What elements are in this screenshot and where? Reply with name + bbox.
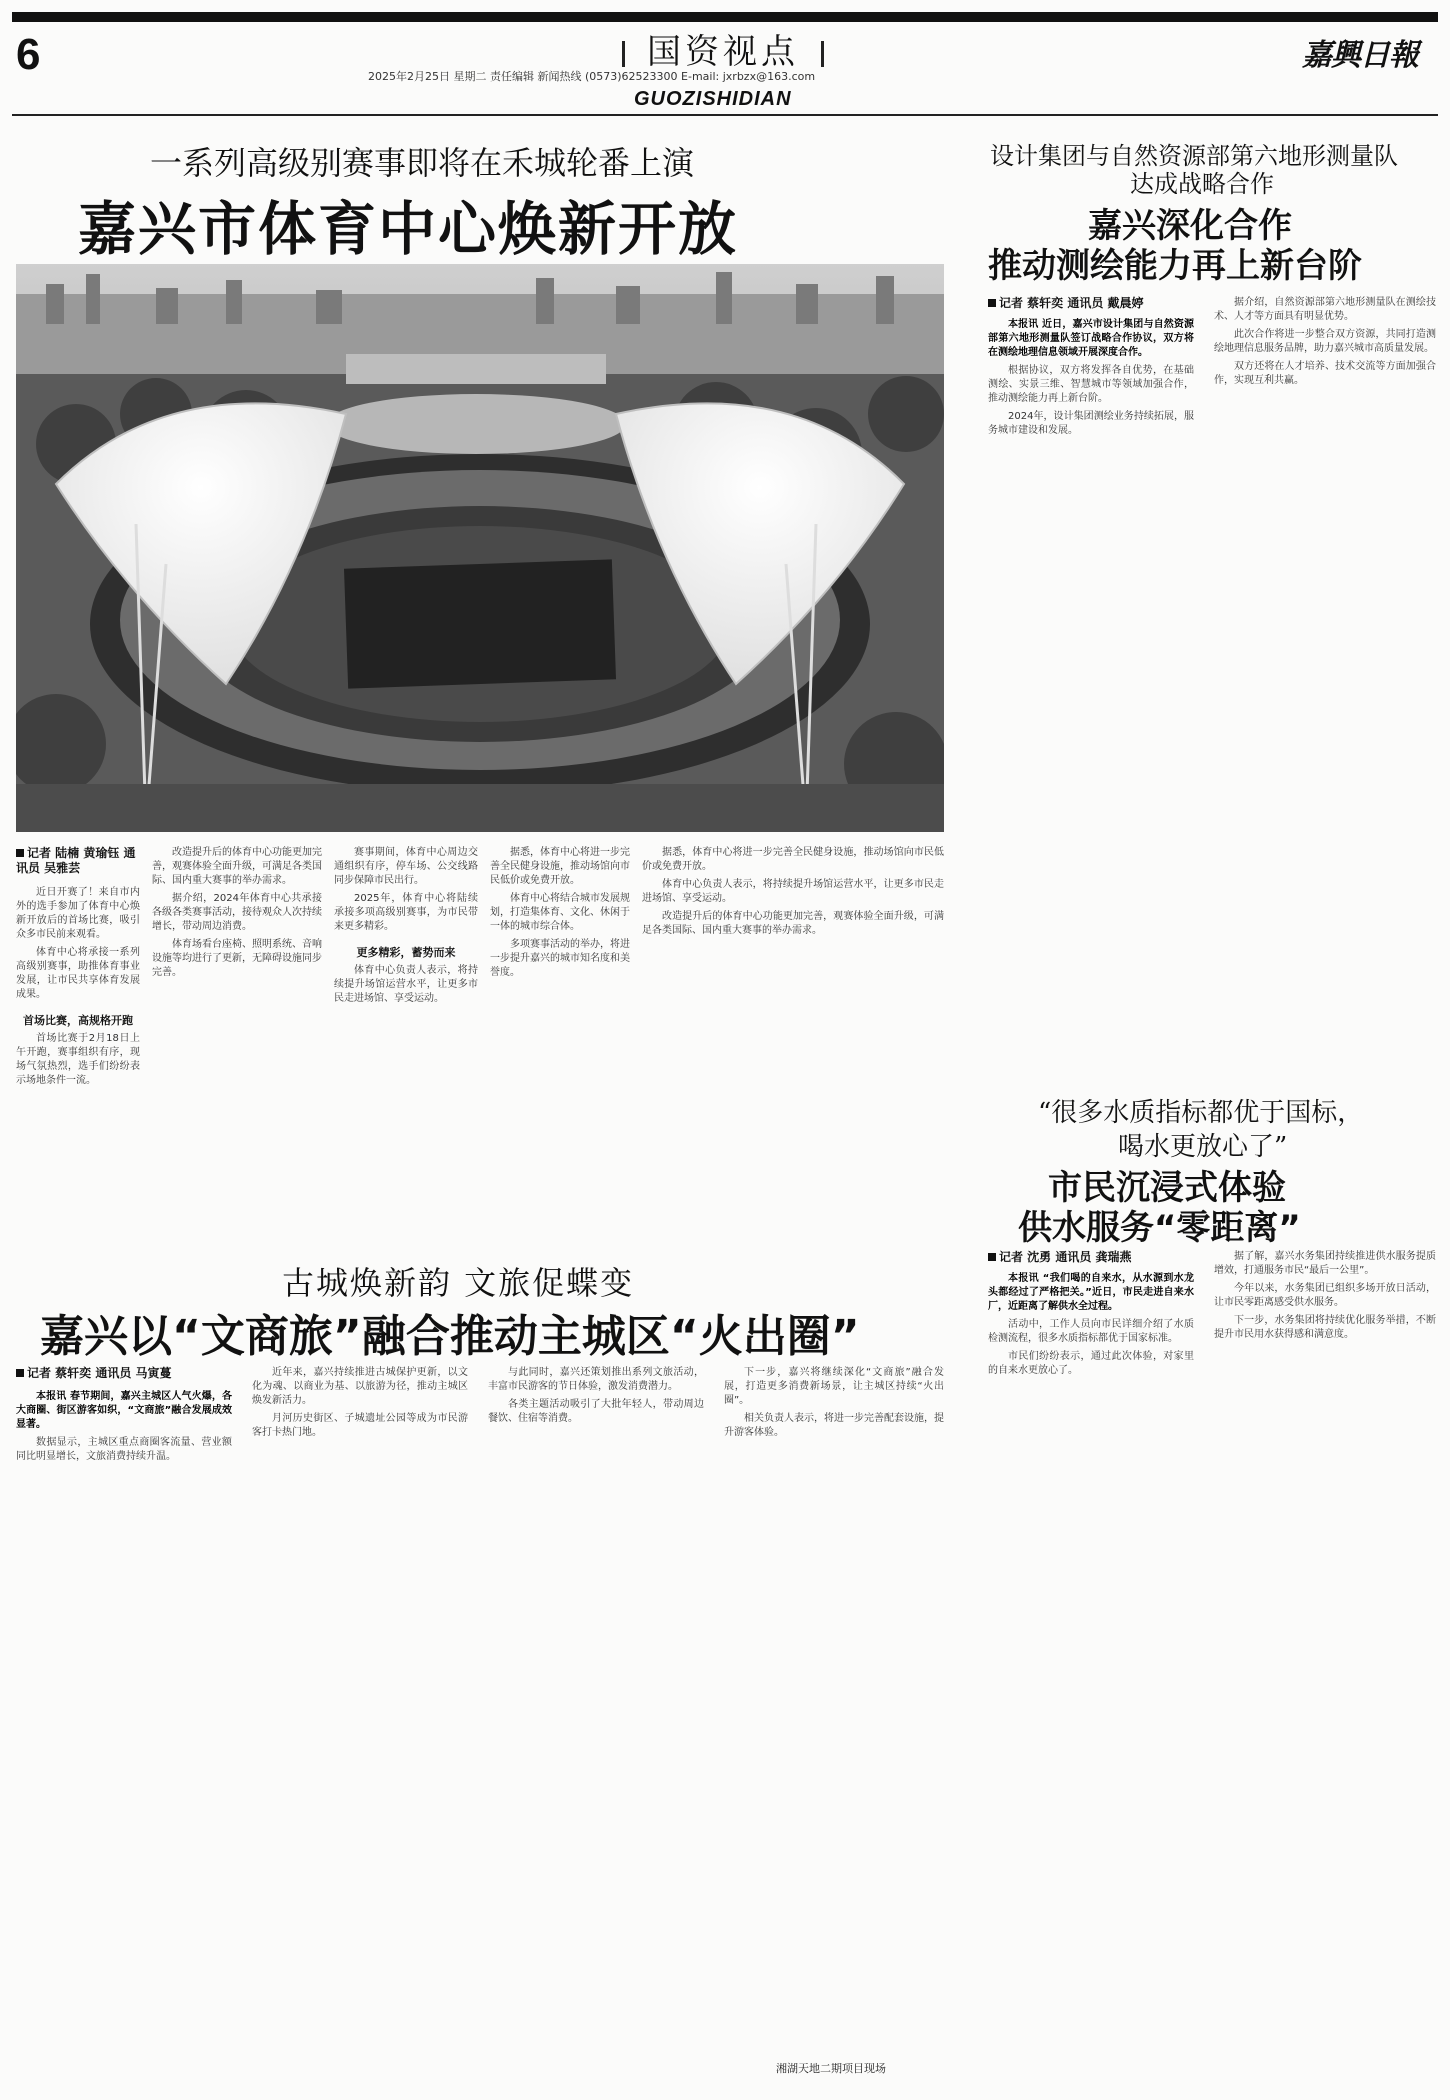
header-divider: [12, 114, 1438, 116]
story1-byline-text: 记者 陆楠 黄瑜钰 通讯员 吴雅芸: [16, 846, 136, 875]
story2-kicker-line1: 设计集团与自然资源部第六地形测量队: [990, 142, 1398, 170]
story1-col2-p2: 据介绍，2024年体育中心共承接各级各类赛事活动，接待观众人次持续增长，带动周边消费。: [152, 893, 322, 932]
story3-col1-p3: 市民们纷纷表示，通过此次体验，对家里的自来水更放心了。: [988, 1351, 1194, 1376]
newspaper-logo: 嘉興日報: [1302, 38, 1418, 73]
story3-byline: [988, 1250, 1208, 1265]
story1-col5-p1: 据悉，体育中心将进一步完善全民健身设施，推动场馆向市民低价或免费开放。: [642, 847, 944, 872]
story1-byline: [16, 846, 140, 876]
story1-col2-p1: 改造提升后的体育中心功能更加完善，观赛体验全面升级，可满足各类国际、国内重大赛事的举办需求。: [152, 847, 322, 886]
stadium-photo: [16, 264, 944, 832]
story3-col1-p1: 本报讯 “我们喝的自来水，从水源到水龙头都经过了严格把关。”近日，市民走进自来水厂，近距离了解供水全过程。: [988, 1273, 1194, 1312]
story4-column-1: [16, 1390, 232, 2050]
story3-col2-p3: 下一步，水务集团将持续优化服务举措，不断提升市民用水获得感和满意度。: [1214, 1315, 1436, 1340]
story2-headline-line2: 推动测绘能力再上新台阶: [988, 246, 1362, 286]
stadium-aerial-image: [16, 264, 944, 832]
story3-headline-line1: 市民沉浸式体验: [1048, 1168, 1286, 1208]
story4-col1-p1: 本报讯 春节期间，嘉兴主城区人气火爆，各大商圈、街区游客如织，“文商旅”融合发展成效显著。: [16, 1391, 232, 1430]
page-number: 6: [16, 30, 41, 79]
story2-headline-line1: 嘉兴深化合作: [1088, 206, 1292, 246]
story1-col5-p3: 改造提升后的体育中心功能更加完善，观赛体验全面升级，可满足各类国际、国内重大赛事的举办需求。: [642, 911, 944, 936]
story1-col1-p2: 体育中心将承接一系列高级别赛事，助推体育事业发展，让市民共享体育发展成果。: [16, 947, 140, 1000]
story3-col2-p2: 今年以来，水务集团已组织多场开放日活动，让市民零距离感受供水服务。: [1214, 1283, 1436, 1308]
story4-col1-p2: 数据显示，主城区重点商圈客流量、营业额同比明显增长，文旅消费持续升温。: [16, 1437, 232, 1462]
story4-col2-p2: 月河历史街区、子城遗址公园等成为市民游客打卡热门地。: [252, 1413, 468, 1438]
story1-col5-p2: 体育中心负责人表示，将持续提升场馆运营水平，让更多市民走进场馆、享受运动。: [642, 879, 944, 904]
story1-kicker: 一系列高级别赛事即将在禾城轮番上演: [150, 144, 695, 182]
story3-column-1: [988, 1272, 1194, 2082]
story3-quote-line1: “很多水质指标都优于国标，: [1038, 1098, 1364, 1128]
story2-byline-text: 记者 蔡轩奕 通讯员 戴晨婷: [999, 296, 1144, 310]
story2-column-1: [988, 318, 1194, 1058]
story2-column-2: [1214, 296, 1436, 1056]
story1-column-5: [642, 846, 944, 1216]
story2-kicker-line2: 达成战略合作: [1130, 170, 1274, 198]
story3-col2-p1: 据了解，嘉兴水务集团持续推进供水服务提质增效，打通服务市民“最后一公里”。: [1214, 1251, 1436, 1276]
story3-column-2: [1214, 1250, 1436, 2080]
byline-marker: [16, 849, 24, 857]
story2-col2-p1: 据介绍，自然资源部第六地形测量队在测绘技术、人才等方面具有明显优势。: [1214, 297, 1436, 322]
story1-column-4: [490, 846, 630, 1216]
top-rule: [12, 12, 1438, 22]
story4-column-3: [488, 1366, 704, 2050]
story1-col3-p3: 体育中心负责人表示，将持续提升场馆运营水平，让更多市民走进场馆、享受运动。: [334, 965, 478, 1004]
story1-column-3: [334, 846, 478, 1216]
story4-kicker: 古城焕新韵 文旅促蝶变: [282, 1264, 635, 1302]
story1-col4-p1: 据悉，体育中心将进一步完善全民健身设施，推动场馆向市民低价或免费开放。: [490, 847, 630, 886]
story2-byline: [988, 296, 1208, 311]
story1-col4-p2: 体育中心将结合城市发展规划，打造集体育、文化、休闲于一体的城市综合体。: [490, 893, 630, 932]
story4-column-2: [252, 1366, 468, 2050]
story1-headline: 嘉兴市体育中心焕新开放: [78, 195, 739, 263]
story4-col2-p1: 近年来，嘉兴持续推进古城保护更新，以文化为魂、以商业为基、以旅游为径，推动主城区焕发新活力。: [252, 1367, 468, 1406]
section-pinyin: GUOZISHIDIAN: [634, 88, 792, 110]
story1-col2-p3: 体育场看台座椅、照明系统、音响设施等均进行了更新，无障碍设施同步完善。: [152, 939, 322, 978]
story3-byline-text: 记者 沈勇 通讯员 龚瑞燕: [999, 1250, 1132, 1264]
story4-column-4: [724, 1366, 944, 2050]
story4-col3-p1: 与此同时，嘉兴还策划推出系列文旅活动，丰富市民游客的节日体验，激发消费潜力。: [488, 1367, 704, 1392]
story4-col4-p1: 下一步，嘉兴将继续深化“文商旅”融合发展，打造更多消费新场景，让主城区持续“火出圈”。: [724, 1367, 944, 1406]
story2-col2-p2: 此次合作将进一步整合双方资源，共同打造测绘地理信息服务品牌，助力嘉兴城市高质量发展。: [1214, 329, 1436, 354]
story4-col4-p2: 相关负责人表示，将进一步完善配套设施，提升游客体验。: [724, 1413, 944, 1438]
story3-headline-line2: 供水服务“零距离”: [1018, 1208, 1301, 1248]
story4-byline-text: 记者 蔡轩奕 通讯员 马寅蔓: [27, 1366, 172, 1380]
story1-col3-p2: 2025年，体育中心将陆续承接多项高级别赛事，为市民带来更多精彩。: [334, 893, 478, 932]
section-bar-right: [821, 41, 824, 67]
story3-col1-p2: 活动中，工作人员向市民详细介绍了水质检测流程，很多水质指标都优于国家标准。: [988, 1319, 1194, 1344]
story2-col1-p2: 根据协议，双方将发挥各自优势，在基础测绘、实景三维、智慧城市等领域加强合作，推动测绘能力再上新台阶。: [988, 365, 1194, 404]
section-title: [600, 24, 846, 73]
story2-col2-p3: 双方还将在人才培养、技术交流等方面加强合作，实现互利共赢。: [1214, 361, 1436, 386]
section-title-text: 国资视点: [647, 32, 799, 72]
photo-caption: 湘湖天地二期项目现场: [776, 2062, 886, 2075]
story1-column-1: [16, 886, 140, 1216]
byline-marker: [988, 299, 996, 307]
story1-subhead-1: 首场比赛，高规格开跑: [23, 1014, 133, 1027]
story1-col1-p3: 首场比赛于2月18日上午开跑，赛事组织有序，现场气氛热烈，选手们纷纷表示场地条件一流。: [16, 1033, 140, 1086]
byline-marker: [16, 1369, 24, 1377]
story1-col3-p1: 赛事期间，体育中心周边交通组织有序，停车场、公交线路同步保障市民出行。: [334, 847, 478, 886]
story1-col4-p3: 多项赛事活动的举办，将进一步提升嘉兴的城市知名度和美誉度。: [490, 939, 630, 978]
story4-col3-p2: 各类主题活动吸引了大批年轻人，带动周边餐饮、住宿等消费。: [488, 1399, 704, 1424]
story1-col1-p1: 近日开赛了！来自市内外的选手参加了体育中心焕新开放后的首场比赛，吸引众多市民前来观看。: [16, 887, 140, 940]
story4-headline: 嘉兴以“文商旅”融合推动主城区“火出圈”: [40, 1311, 860, 1362]
story1-column-2: [152, 846, 322, 1216]
story2-col1-p3: 2024年，设计集团测绘业务持续拓展，服务城市建设和发展。: [988, 411, 1194, 436]
story4-byline: [16, 1366, 236, 1381]
dateline: 2025年2月25日 星期二 责任编辑 新闻热线 (0573)62523300 E-mail: jxrbzx@163.com: [368, 70, 816, 83]
byline-marker: [988, 1253, 996, 1261]
story2-col1-p1: 本报讯 近日，嘉兴市设计集团与自然资源部第六地形测量队签订战略合作协议，双方将在测绘地理信息领域开展深度合作。: [988, 319, 1194, 358]
section-bar-left: [622, 41, 625, 67]
story1-subhead-2: 更多精彩，蓄势而来: [356, 946, 456, 959]
story3-quote-line2: 喝水更放心了”: [1118, 1132, 1288, 1162]
